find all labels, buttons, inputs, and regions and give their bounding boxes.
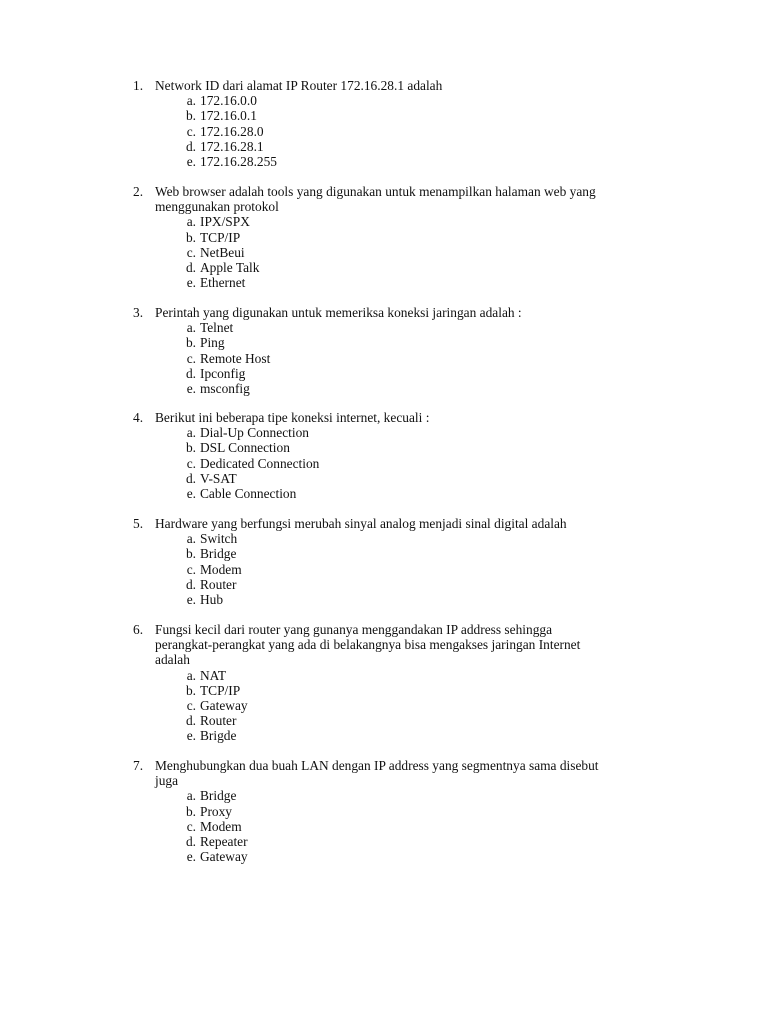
option-letter: e. (186, 591, 196, 607)
option-letter: b. (185, 108, 196, 124)
option-text: Repeater (200, 833, 248, 849)
option-e (133, 154, 653, 169)
option-text: Gateway (200, 849, 248, 865)
option-text: Ipconfig (200, 365, 246, 381)
option-b (133, 546, 653, 561)
option-a (133, 93, 653, 108)
option-letter: e. (186, 485, 196, 501)
option-d (133, 471, 653, 486)
question-text-line: Network ID dari alamat IP Router 172.16.28.1 adalah (155, 78, 443, 93)
option-a (133, 668, 653, 683)
option-e (133, 275, 653, 290)
question-text-line: perangkat-perangkat yang ada di belakangnya bisa mengakses jaringan Internet (155, 637, 581, 653)
question-number: 3. (133, 305, 144, 320)
options-list (133, 531, 653, 607)
question-text (155, 305, 653, 320)
option-letter: c. (186, 455, 196, 471)
option-text: Switch (200, 531, 238, 547)
option-text: NetBeui (200, 244, 245, 260)
option-letter: d. (185, 138, 196, 154)
options-list (133, 93, 653, 169)
option-text: Ping (200, 335, 225, 351)
option-text: Bridge (200, 546, 237, 562)
question-text-line: juga (155, 773, 179, 789)
option-text: Remote Host (200, 350, 271, 366)
option-text: Modem (200, 818, 242, 834)
option-e (133, 849, 653, 864)
question-text (155, 758, 653, 788)
option-text: 172.16.0.0 (200, 93, 257, 109)
option-a (133, 214, 653, 229)
option-e (133, 486, 653, 501)
question-4 (133, 410, 653, 501)
option-letter: d. (185, 576, 196, 592)
option-b (133, 335, 653, 350)
option-letter: d. (185, 713, 196, 729)
question-text (155, 622, 653, 668)
option-d (133, 139, 653, 154)
option-letter: e. (186, 380, 196, 396)
option-text: Gateway (200, 697, 248, 713)
question-2 (133, 184, 653, 290)
option-text: Proxy (200, 803, 232, 819)
option-b (133, 108, 653, 123)
option-letter: e. (186, 153, 196, 169)
options-list (133, 668, 653, 744)
option-text: Apple Talk (200, 259, 260, 275)
option-b (133, 230, 653, 245)
question-text-line: menggunakan protokol (155, 199, 279, 215)
question-7 (133, 758, 653, 864)
option-letter: a. (186, 93, 196, 109)
option-text: Hub (200, 591, 224, 607)
option-letter: d. (185, 259, 196, 275)
option-letter: d. (185, 833, 196, 849)
option-d (133, 713, 653, 728)
option-a (133, 531, 653, 546)
question-text-line: Web browser adalah tools yang digunakan untuk menampilkan halaman web yang (155, 184, 596, 199)
option-e (133, 592, 653, 607)
option-letter: c. (186, 244, 196, 260)
option-letter: e. (186, 728, 196, 744)
option-letter: c. (186, 561, 196, 577)
options-list (133, 214, 653, 290)
option-letter: e. (186, 849, 196, 865)
question-text (155, 184, 653, 214)
option-b (133, 683, 653, 698)
option-c (133, 562, 653, 577)
option-letter: a. (186, 425, 196, 441)
option-letter: c. (186, 350, 196, 366)
option-text: Ethernet (200, 275, 246, 291)
option-e (133, 381, 653, 396)
question-text-line: Hardware yang berfungsi merubah sinyal analog menjadi sinal digital adalah (155, 516, 567, 531)
option-letter: c. (186, 818, 196, 834)
option-text: Modem (200, 561, 242, 577)
question-3 (133, 305, 653, 396)
question-text-line: adalah (155, 652, 190, 668)
question-text-line: Menghubungkan dua buah LAN dengan IP address yang segmentnya sama disebut (155, 758, 599, 773)
option-letter: b. (185, 546, 196, 562)
option-a (133, 788, 653, 803)
question-6 (133, 622, 653, 744)
option-letter: b. (185, 335, 196, 351)
option-d (133, 577, 653, 592)
option-letter: d. (185, 365, 196, 381)
option-text: 172.16.0.1 (200, 108, 257, 124)
option-letter: b. (185, 440, 196, 456)
option-text: IPX/SPX (200, 214, 250, 230)
option-text: Telnet (200, 320, 234, 336)
option-c (133, 124, 653, 139)
option-text: Router (200, 576, 237, 592)
option-letter: a. (186, 531, 196, 547)
option-text: 172.16.28.1 (200, 138, 264, 154)
option-text: msconfig (200, 380, 250, 396)
question-number: 7. (133, 758, 144, 773)
option-letter: b. (185, 229, 196, 245)
question-text (155, 78, 653, 93)
option-text: Dedicated Connection (200, 455, 320, 471)
options-list (133, 425, 653, 501)
option-d (133, 834, 653, 849)
question-number: 1. (133, 78, 144, 93)
option-text: TCP/IP (200, 229, 241, 245)
option-letter: d. (185, 470, 196, 486)
option-letter: e. (186, 275, 196, 291)
option-b (133, 440, 653, 455)
option-text: Dial-Up Connection (200, 425, 309, 441)
option-text: Brigde (200, 728, 237, 744)
option-text: DSL Connection (200, 440, 290, 456)
option-a (133, 425, 653, 440)
option-c (133, 698, 653, 713)
option-letter: b. (185, 682, 196, 698)
option-text: V-SAT (200, 470, 237, 486)
option-letter: a. (186, 788, 196, 804)
option-letter: c. (186, 123, 196, 139)
option-d (133, 260, 653, 275)
question-text (155, 516, 653, 531)
option-text: NAT (200, 667, 227, 683)
question-number: 5. (133, 516, 144, 531)
option-b (133, 804, 653, 819)
option-letter: a. (186, 320, 196, 336)
option-c (133, 456, 653, 471)
option-c (133, 819, 653, 834)
question-5 (133, 516, 653, 607)
question-1 (133, 78, 653, 169)
option-text: 172.16.28.0 (200, 123, 264, 139)
question-text-line: Perintah yang digunakan untuk memeriksa koneksi jaringan adalah : (155, 305, 522, 320)
question-number: 6. (133, 622, 144, 637)
option-d (133, 366, 653, 381)
option-text: Bridge (200, 788, 237, 804)
options-list (133, 788, 653, 864)
question-text-line: Berikut ini beberapa tipe koneksi internet, kecuali : (155, 410, 430, 425)
question-number: 4. (133, 410, 144, 425)
option-letter: a. (186, 667, 196, 683)
options-list (133, 320, 653, 396)
option-text: Cable Connection (200, 485, 297, 501)
option-text: TCP/IP (200, 682, 241, 698)
option-a (133, 320, 653, 335)
option-text: Router (200, 713, 237, 729)
question-text (155, 410, 653, 425)
option-e (133, 728, 653, 743)
option-letter: c. (186, 697, 196, 713)
option-letter: b. (185, 803, 196, 819)
option-c (133, 351, 653, 366)
option-text: 172.16.28.255 (200, 153, 277, 169)
option-letter: a. (186, 214, 196, 230)
question-text-line: Fungsi kecil dari router yang gunanya menggandakan IP address sehingga (155, 622, 553, 637)
question-number: 2. (133, 184, 144, 199)
option-c (133, 245, 653, 260)
